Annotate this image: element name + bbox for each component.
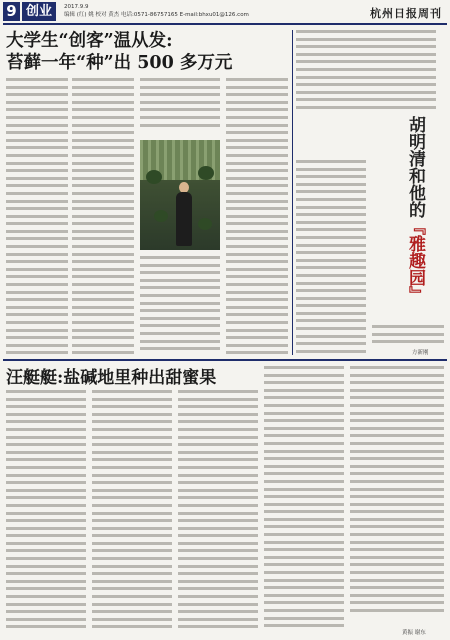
section-label: 创业 — [22, 2, 56, 21]
header-meta — [64, 3, 274, 19]
sidebar-title-char: 的 — [405, 201, 425, 218]
hanging-plant — [154, 210, 168, 222]
hanging-plant — [146, 170, 162, 184]
sidebar-title-highlight: 『雅趣园』 — [405, 218, 425, 303]
article1-column-3 — [140, 256, 220, 356]
sidebar-title-char: 胡 — [405, 116, 425, 133]
person-figure — [176, 192, 192, 246]
sidebar-title-char: 和 — [405, 167, 425, 184]
article2-column-4 — [264, 366, 344, 636]
article1-column-3-top — [140, 78, 220, 136]
article1-column-2 — [72, 78, 134, 360]
sidebar-title-char: 明 — [405, 133, 425, 150]
headline-line-2: 苔藓一年“种”出 500 多万元 — [6, 53, 233, 73]
article2-headline: 汪艇艇:盐碱地里种出甜蜜果 — [6, 368, 217, 388]
sidebar-column-top — [296, 30, 436, 110]
column-divider — [292, 30, 293, 355]
hanging-plant — [198, 218, 212, 230]
greenhouse-photo — [140, 140, 220, 250]
hanging-plant — [198, 166, 214, 180]
article1-column-4 — [226, 78, 288, 360]
sidebar-title-char: 他 — [405, 184, 425, 201]
sidebar-title — [388, 116, 424, 303]
main-headline — [6, 30, 336, 74]
article2-column-5 — [350, 366, 444, 624]
newspaper-brand: 杭州日报周刊 — [370, 7, 442, 20]
header-rule — [3, 23, 447, 25]
page-header — [0, 0, 450, 24]
sidebar-column-1 — [296, 160, 366, 360]
sidebar-column-2 — [372, 325, 444, 355]
article2-byline: 黄振 谢东 — [402, 630, 426, 636]
article2-column-2 — [92, 390, 172, 636]
issue-date: 2017.9.9 — [64, 4, 89, 10]
article2-column-3 — [178, 390, 258, 636]
section-rule — [3, 359, 447, 361]
article1-column-1 — [6, 78, 68, 360]
page-number: 9 — [3, 2, 20, 21]
headline-line-1: 大学生“创客”温从发: — [6, 31, 173, 51]
article2-column-1 — [6, 390, 86, 636]
sidebar-title-char: 清 — [405, 150, 425, 167]
sidebar-byline: 方新刚 — [412, 350, 429, 356]
editor-contact: 编辑 (红) 姚 校对 黄杰 电话:0571-86757165 E-mail:bhxu01@126.com — [64, 12, 249, 18]
